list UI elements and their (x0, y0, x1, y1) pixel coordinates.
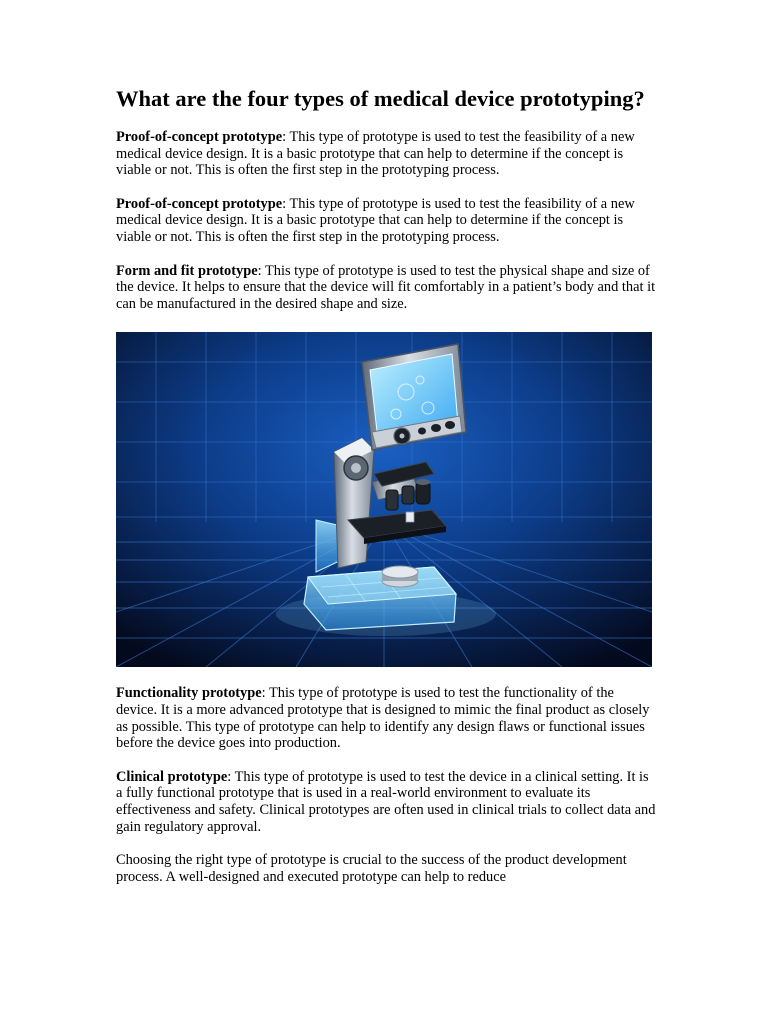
article (116, 86, 656, 885)
paragraph-text: : This type of prototype is used to test the device in a clinical setting. It is a fully functional prototype that is used in a real-world environment to evaluate its effectiveness and safety. Clinical prototypes are often used in clinical trials to collect data and gain regulatory approval. (116, 768, 656, 835)
paragraph-form-and-fit (116, 263, 656, 313)
microscope-illustration (116, 332, 652, 667)
paragraph-closing: Choosing the right type of prototype is crucial to the success of the product development process. A well-designed and executed prototype can help to reduce (116, 852, 627, 885)
paragraph-clinical (116, 769, 656, 835)
paragraph-term: Proof-of-concept prototype (116, 195, 283, 212)
paragraph-text: : This type of prototype is used to test the feasibility of a new medical device design. It is a basic prototype that can help to determine if the concept is viable or not. This is often the first step in the prototyping process. (116, 129, 635, 179)
paragraph-term: Clinical prototype (116, 768, 228, 785)
paragraph-text: : This type of prototype is used to test the physical shape and size of the device. It helps to ensure that the device will fit comfortably in a patient’s body and that it can be manufactured in the desired shape and size. (116, 262, 656, 312)
paragraph-functionality (116, 685, 656, 751)
paragraph-proof-of-concept-2 (116, 196, 656, 246)
paragraph-proof-of-concept-1 (116, 129, 656, 179)
paragraph-term: Proof-of-concept prototype (116, 129, 283, 145)
paragraph-term: Functionality prototype (116, 685, 262, 702)
microscope-image (116, 332, 652, 667)
paragraph-text: : This type of prototype is used to test the functionality of the device. It is a more advanced prototype that is designed to mimic the final product as closely as possible. This type of prototype can help to identify any design flaws or functional issues before the device goes into production. (116, 685, 650, 752)
paragraph-text: : This type of prototype is used to test the feasibility of a new medical device design. It is a basic prototype that can help to determine if the concept is viable or not. This is often the first step in the prototyping process. (116, 195, 635, 245)
page-title: What are the four types of medical device prototyping? (116, 86, 645, 111)
paragraph-term: Form and fit prototype (116, 262, 258, 279)
